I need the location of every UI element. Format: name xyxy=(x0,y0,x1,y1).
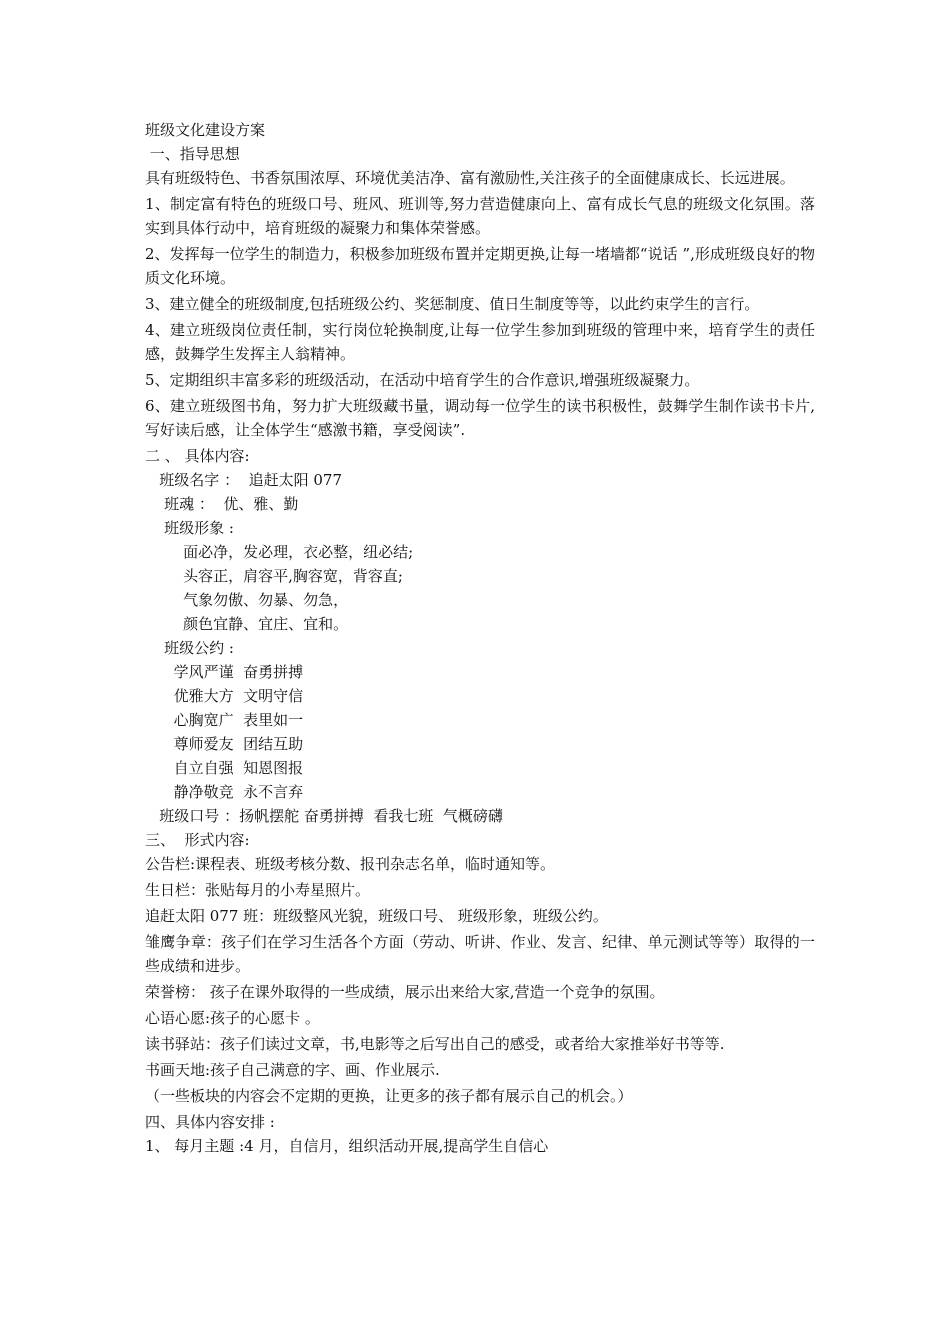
class-pact-label: 班级公约 : xyxy=(145,639,234,657)
section3-item: 读书驿站：孩子们读过文章，书,电影等之后写出自己的感受，或者给大家推举好书等等. xyxy=(145,1035,725,1053)
class-name-line: 班级名字 ： 追赶太阳 077 xyxy=(145,471,343,489)
section1-item: 4、建立班级岗位责任制，实行岗位轮换制度,让每一位学生参加到班级的管理中来，培育学生的责任感，鼓舞学生发挥主人翁精神。 xyxy=(145,321,815,363)
section3-item: 荣誉榜： 孩子在课外取得的一些成绩，展示出来给大家,营造一个竞争的氛围。 xyxy=(145,983,665,1001)
section1-item: 1、制定富有特色的班级口号、班风、班训等,努力营造健康向上、富有成长气息的班级文化氛围。落实到具体行动中，培育班级的凝聚力和集体荣誉感。 xyxy=(145,195,815,237)
class-image-label: 班级形象 : xyxy=(145,519,234,537)
section-heading-specific-content: 二 、 具体内容: xyxy=(145,447,250,465)
class-pact-line: 心胸宽广 表里如一 xyxy=(145,711,304,729)
class-image-line: 气象勿傲、勿暴、勿急， xyxy=(145,591,349,609)
section3-item: 追赶太阳 077 班：班级整风光貌，班级口号、 班级形象，班级公约。 xyxy=(145,907,608,925)
section1-item: 2、发挥每一位学生的制造力，积极参加班级布置并定期更换,让每一堵墙都“说话 ”,形成班级良好的物质文化环境。 xyxy=(145,245,815,287)
class-pact-line: 自立自强 知恩图报 xyxy=(145,759,304,777)
section-heading-guiding-ideology: 一、指导思想 xyxy=(145,145,240,163)
section3-item: 雏鹰争章：孩子们在学习生活各个方面（劳动、听讲、作业、发言、纪律、单元测试等等）取得的一些成绩和进步。 xyxy=(145,933,815,975)
section3-item: 书画天地:孩子自己满意的字、画、作业展示. xyxy=(145,1061,440,1079)
class-image-line: 头容正，肩容平,胸容宽，背容直; xyxy=(145,567,403,585)
section3-item: （一些板块的内容会不定期的更换，让更多的孩子都有展示自己的机会。） xyxy=(145,1087,633,1105)
section1-item: 3、建立健全的班级制度,包括班级公约、奖惩制度、值日生制度等等，以此约束学生的言行。 xyxy=(145,295,760,313)
section-heading-content-arrangement: 四、具体内容安排 : xyxy=(145,1113,275,1131)
class-pact-line: 学风严谨 奋勇拼搏 xyxy=(145,663,304,681)
class-image-line: 颜色宜静、宜庄、宜和。 xyxy=(145,615,349,633)
section3-item: 生日栏：张贴每月的小寿星照片。 xyxy=(145,881,371,899)
class-pact-line: 优雅大方 文明守信 xyxy=(145,687,304,705)
class-slogan-line: 班级口号 ：扬帆摆舵 奋勇拼搏 看我七班 气概磅礴 xyxy=(145,807,503,825)
section4-item: 1、 每月主题 :4 月，自信月，组织活动开展,提高学生自信心 xyxy=(145,1137,549,1155)
section3-item: 心语心愿:孩子的心愿卡 。 xyxy=(145,1009,320,1027)
section3-item: 公告栏:课程表、班级考核分数、报刊杂志名单，临时通知等。 xyxy=(145,855,556,873)
section1-item: 5、定期组织丰富多彩的班级活动，在活动中培育学生的合作意识,增强班级凝聚力。 xyxy=(145,371,700,389)
document-title: 班级文化建设方案 xyxy=(145,121,266,139)
class-pact-line: 尊师爱友 团结互助 xyxy=(145,735,304,753)
class-soul-line: 班魂 ： 优、雅、勤 xyxy=(145,495,299,513)
section1-item: 6、建立班级图书角，努力扩大班级藏书量，调动每一位学生的读书积极性，鼓舞学生制作读书卡片,写好读后感，让全体学生“感激书籍，享受阅读”. xyxy=(145,397,815,439)
class-pact-line: 静净敬竞 永不言弃 xyxy=(145,783,304,801)
document-body xyxy=(145,118,815,1160)
section-heading-form-content: 三、 形式内容: xyxy=(145,831,250,849)
class-image-line: 面必净，发必理，衣必整，纽必结; xyxy=(145,543,414,561)
section1-intro: 具有班级特色、书香氛围浓厚、环境优美洁净、富有激励性,关注孩子的全面健康成长、长远进展。 xyxy=(145,169,795,187)
